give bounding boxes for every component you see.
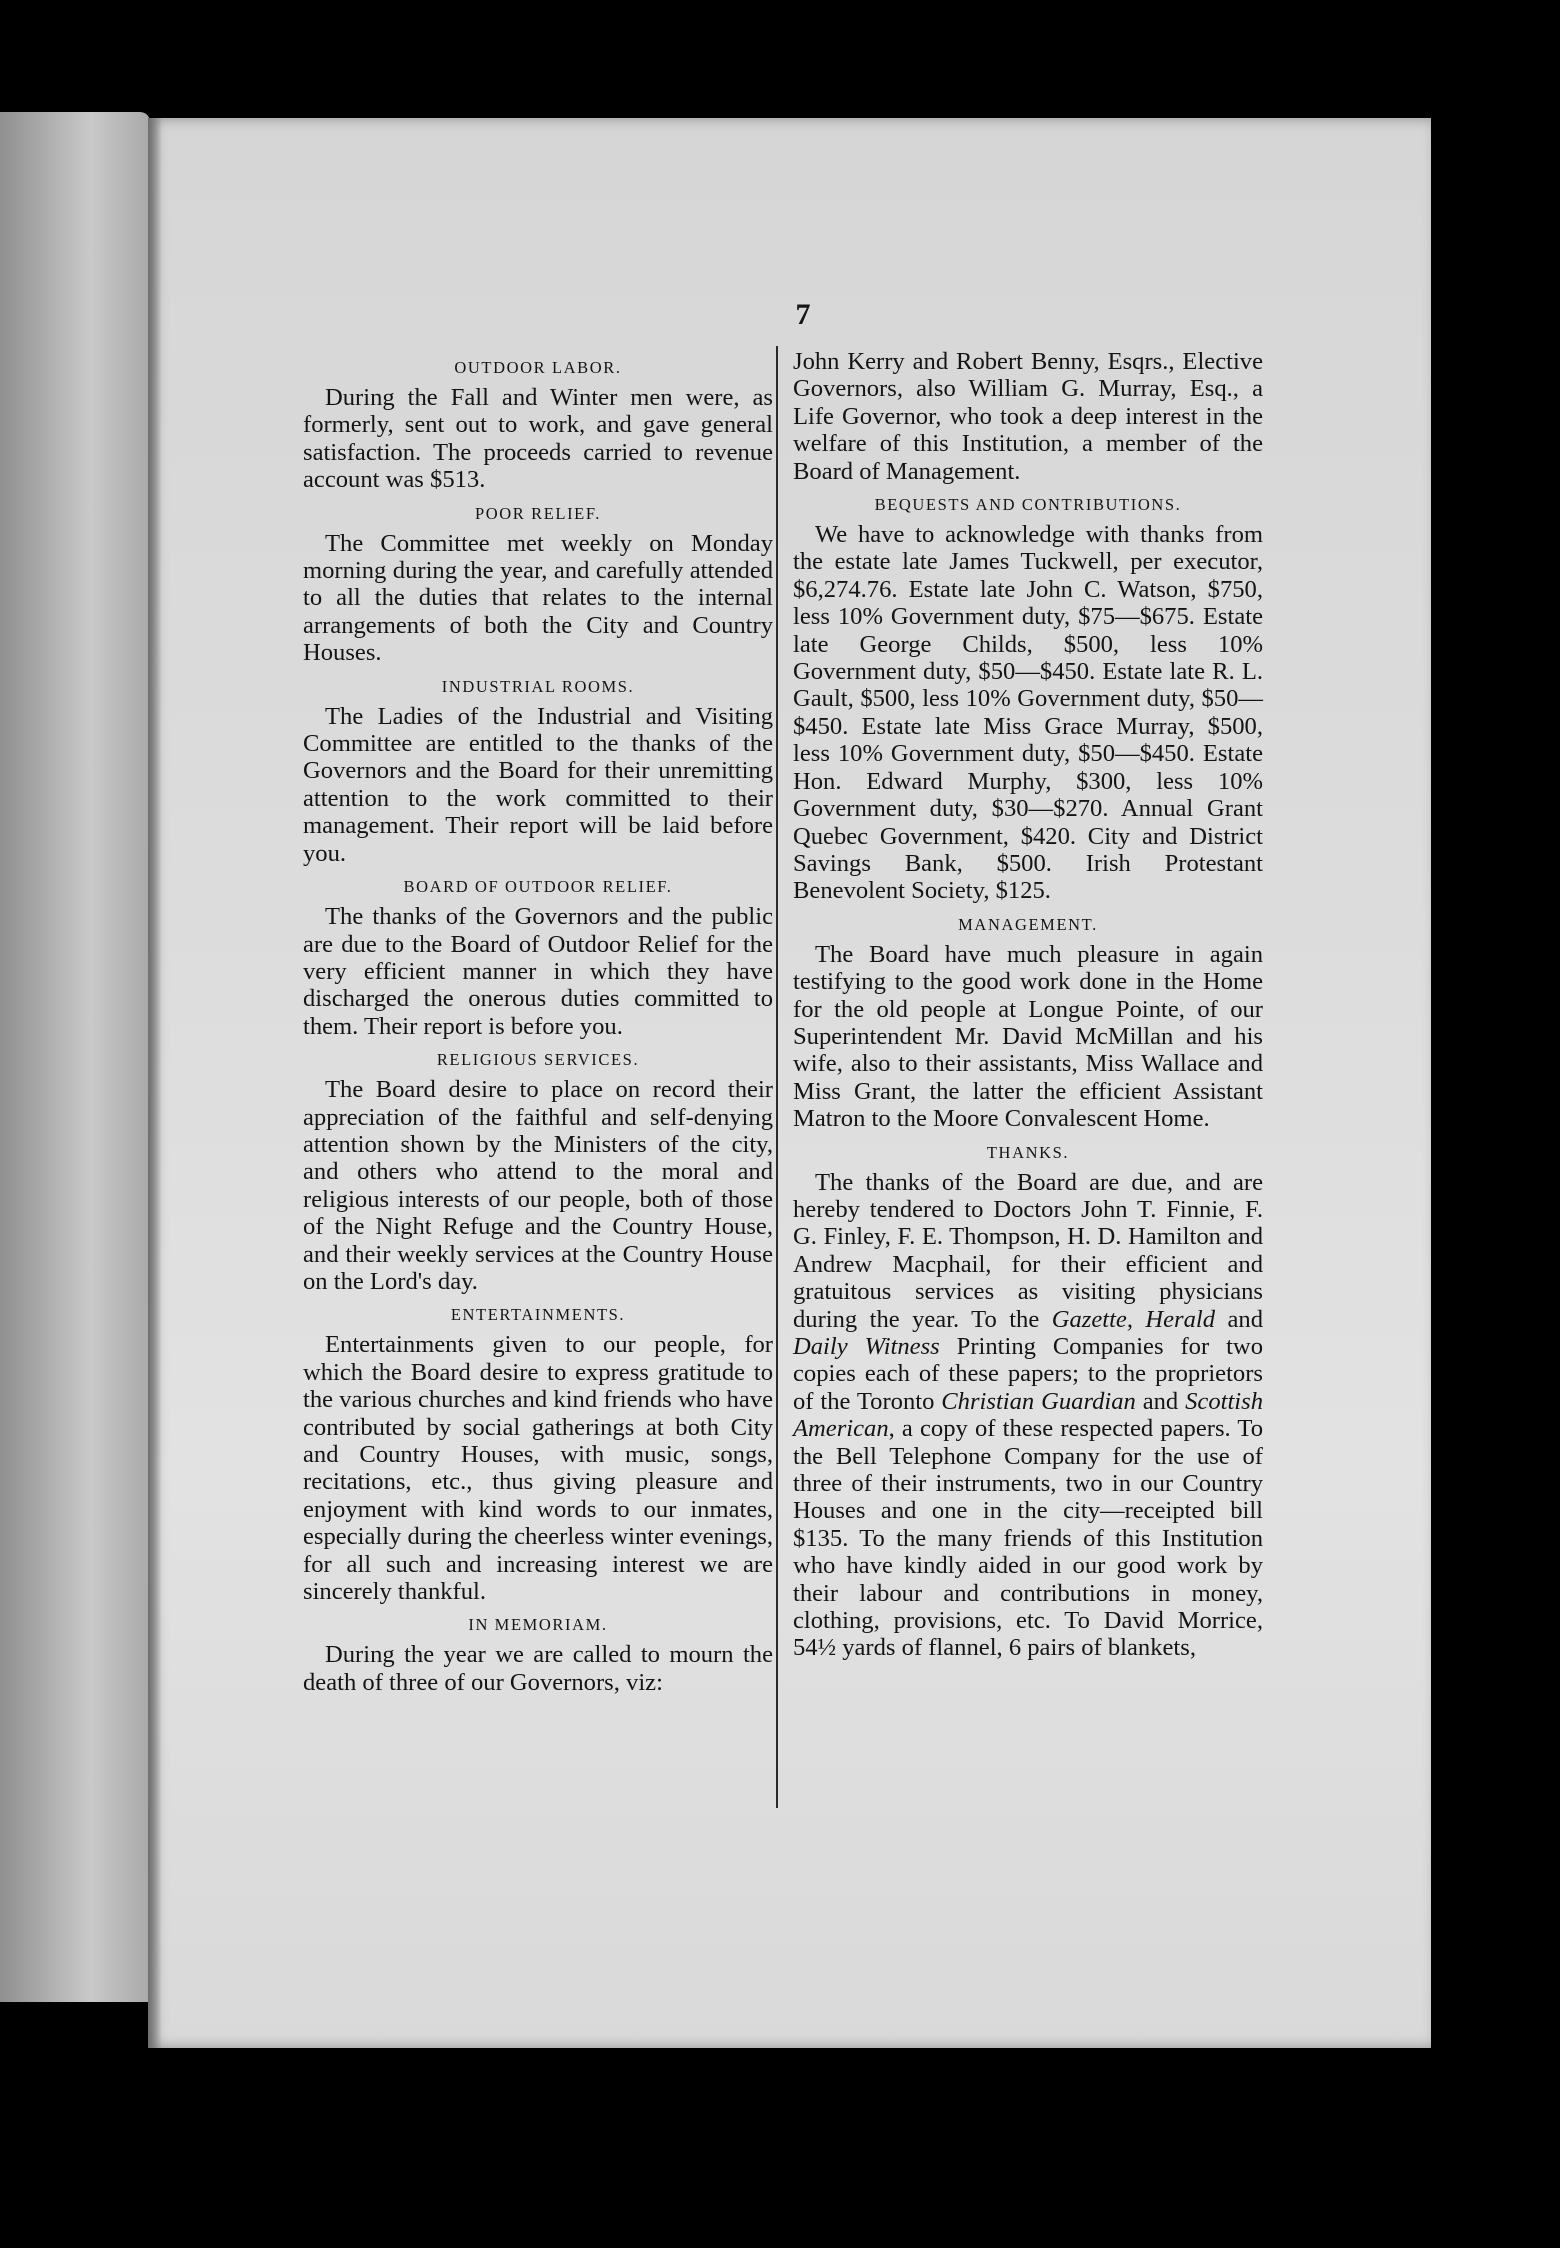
section-heading: OUTDOOR LABOR. xyxy=(454,358,622,377)
section-religious-services xyxy=(303,1050,773,1295)
document-page xyxy=(148,118,1431,2048)
section-in-memoriam xyxy=(303,1615,773,1696)
right-column xyxy=(793,348,1263,1662)
newspaper-name: Scottish American xyxy=(793,1387,1263,1443)
section-heading: IN MEMORIAM. xyxy=(468,1615,608,1635)
section-text: The Board have much pleasure in again testifying to the good work done in the Home for the old people at Longue Pointe, of our Superintendent Mr. David McMillan and his wife, also to their assistants, Miss Wallace and Miss Grant, the latter the efficient Assistant Matron to the Moore Convalescent Home. xyxy=(793,940,1263,1133)
text-run: Printing Companies for two copies each of these papers; to the proprietors of the Toronto xyxy=(793,1333,1263,1415)
column-divider xyxy=(776,346,778,1808)
section-heading: BEQUESTS AND CONTRIBUTIONS. xyxy=(874,495,1182,515)
section-thanks xyxy=(793,1143,1263,1662)
section-board-of-outdoor-relief xyxy=(303,877,773,1040)
section-entertainments xyxy=(303,1305,773,1605)
section-heading: RELIGIOUS SERVICES. xyxy=(436,1050,640,1070)
section-heading: MANAGEMENT. xyxy=(958,914,1098,934)
section-bequests-and-contributions xyxy=(793,495,1263,905)
text-run: and xyxy=(1135,1387,1186,1415)
text-run: and xyxy=(1215,1305,1263,1333)
adjacent-page-edge xyxy=(0,112,150,2002)
section-text: We have to acknowledge with thanks from the estate late James Tuckwell, per executor, $6,274.76. Estate late John C. Watson, $750, less 10% Government duty, $75—$675. Estate late George Childs, $500, less 10% Government duty, $50—$450. Estate late R. L. Gault, $500, less 10% Government duty, $50—$450. Estate late Miss Grace Murray, $500, less 10% Government duty, $50—$450. Estate Hon. Edward Murphy, $300, less 10% Government duty, $30—$270. Annual Grant Quebec Government, $420. City and District Savings Bank, $500. Irish Protestant Benevolent Society, $125. xyxy=(793,521,1263,905)
newspaper-name: Daily Witness xyxy=(793,1333,940,1360)
section-text xyxy=(793,1169,1263,1662)
section-text: Entertainments given to our people, for which the Board desire to express gratitude to the various churches and kind friends who have contributed by social gatherings at both City and Country Houses, with music, songs, recitations, etc., thus giving pleasure and enjoyment with kind words to our inmates, especially during the cheerless winter evenings, for all such and increasing interest we are sincerely thankful. xyxy=(303,1331,773,1606)
section-text: The Board desire to place on record their appreciation of the faithful and self-denying attention shown by the Ministers of the city, and others who attend to the moral and religious interests of our people, both of those of the Night Refuge and the Country House, and their weekly services at the Country House on the Lord's day. xyxy=(303,1076,773,1295)
text-run: , a copy of these respected papers. To the Bell Telephone Company for the use of three of their instruments, two in our Country Houses and one in the city—receipted bill $135. To the many friends of this Institution who have kindly aided in our good work by their labour and contributions in money, clothing, provisions, etc. To David Morrice, 54½ yards of flannel, 6 pairs of blankets, xyxy=(793,1415,1263,1662)
section-outdoor-labor xyxy=(303,358,773,494)
section-text: The thanks of the Governors and the public are due to the Board of Outdoor Relief for the very efficient manner in which they have discharged the onerous duties committed to them. Their report is before you. xyxy=(303,903,773,1040)
section-management xyxy=(793,915,1263,1133)
page-number: 7 xyxy=(795,298,811,331)
newspaper-name: Gazette, Herald xyxy=(1051,1305,1216,1333)
section-heading: INDUSTRIAL ROOMS. xyxy=(441,676,635,696)
newspaper-name: Christian Guardian xyxy=(941,1387,1136,1415)
section-heading: BOARD OF OUTDOOR RELIEF. xyxy=(403,877,673,897)
text-run: The thanks of the Board are due, and are hereby tendered to Doctors John T. Finnie, F. G. Finley, F. E. Thompson, H. D. Hamilton and Andrew Macphail, for their efficient and gratuitous services as visiting physicians during the year. To the xyxy=(793,1168,1263,1333)
section-text: The Committee met weekly on Monday morning during the year, and carefully attended to all the duties that relates to the internal arrangements of both the City and Country Houses. xyxy=(303,529,773,667)
section-text: During the year we are called to mourn the death of three of our Governors, viz: xyxy=(303,1641,773,1696)
page-gutter-shadow xyxy=(148,118,162,2048)
section-poor-relief xyxy=(303,504,773,667)
left-column xyxy=(303,348,773,1696)
section-text: The Ladies of the Industrial and Visiting Committee are entitled to the thanks of the Governors and the Board for their unremitting attention to the work committed to their management. Their report will be laid before you. xyxy=(303,702,773,867)
section-text: During the Fall and Winter men were, as formerly, sent out to work, and gave general satisfaction. The proceeds carried to revenue account was $513. xyxy=(303,384,773,494)
section-heading: THANKS. xyxy=(986,1142,1070,1162)
section-heading: POOR RELIEF. xyxy=(474,503,602,523)
section-heading: ENTERTAINMENTS. xyxy=(450,1305,626,1325)
section-industrial-rooms xyxy=(303,677,773,867)
continued-text: John Kerry and Robert Benny, Esqrs., Elective Governors, also William G. Murray, Esq., a Life Governor, who took a deep interest in the welfare of this Institution, a member of the Board of Management. xyxy=(793,348,1263,485)
